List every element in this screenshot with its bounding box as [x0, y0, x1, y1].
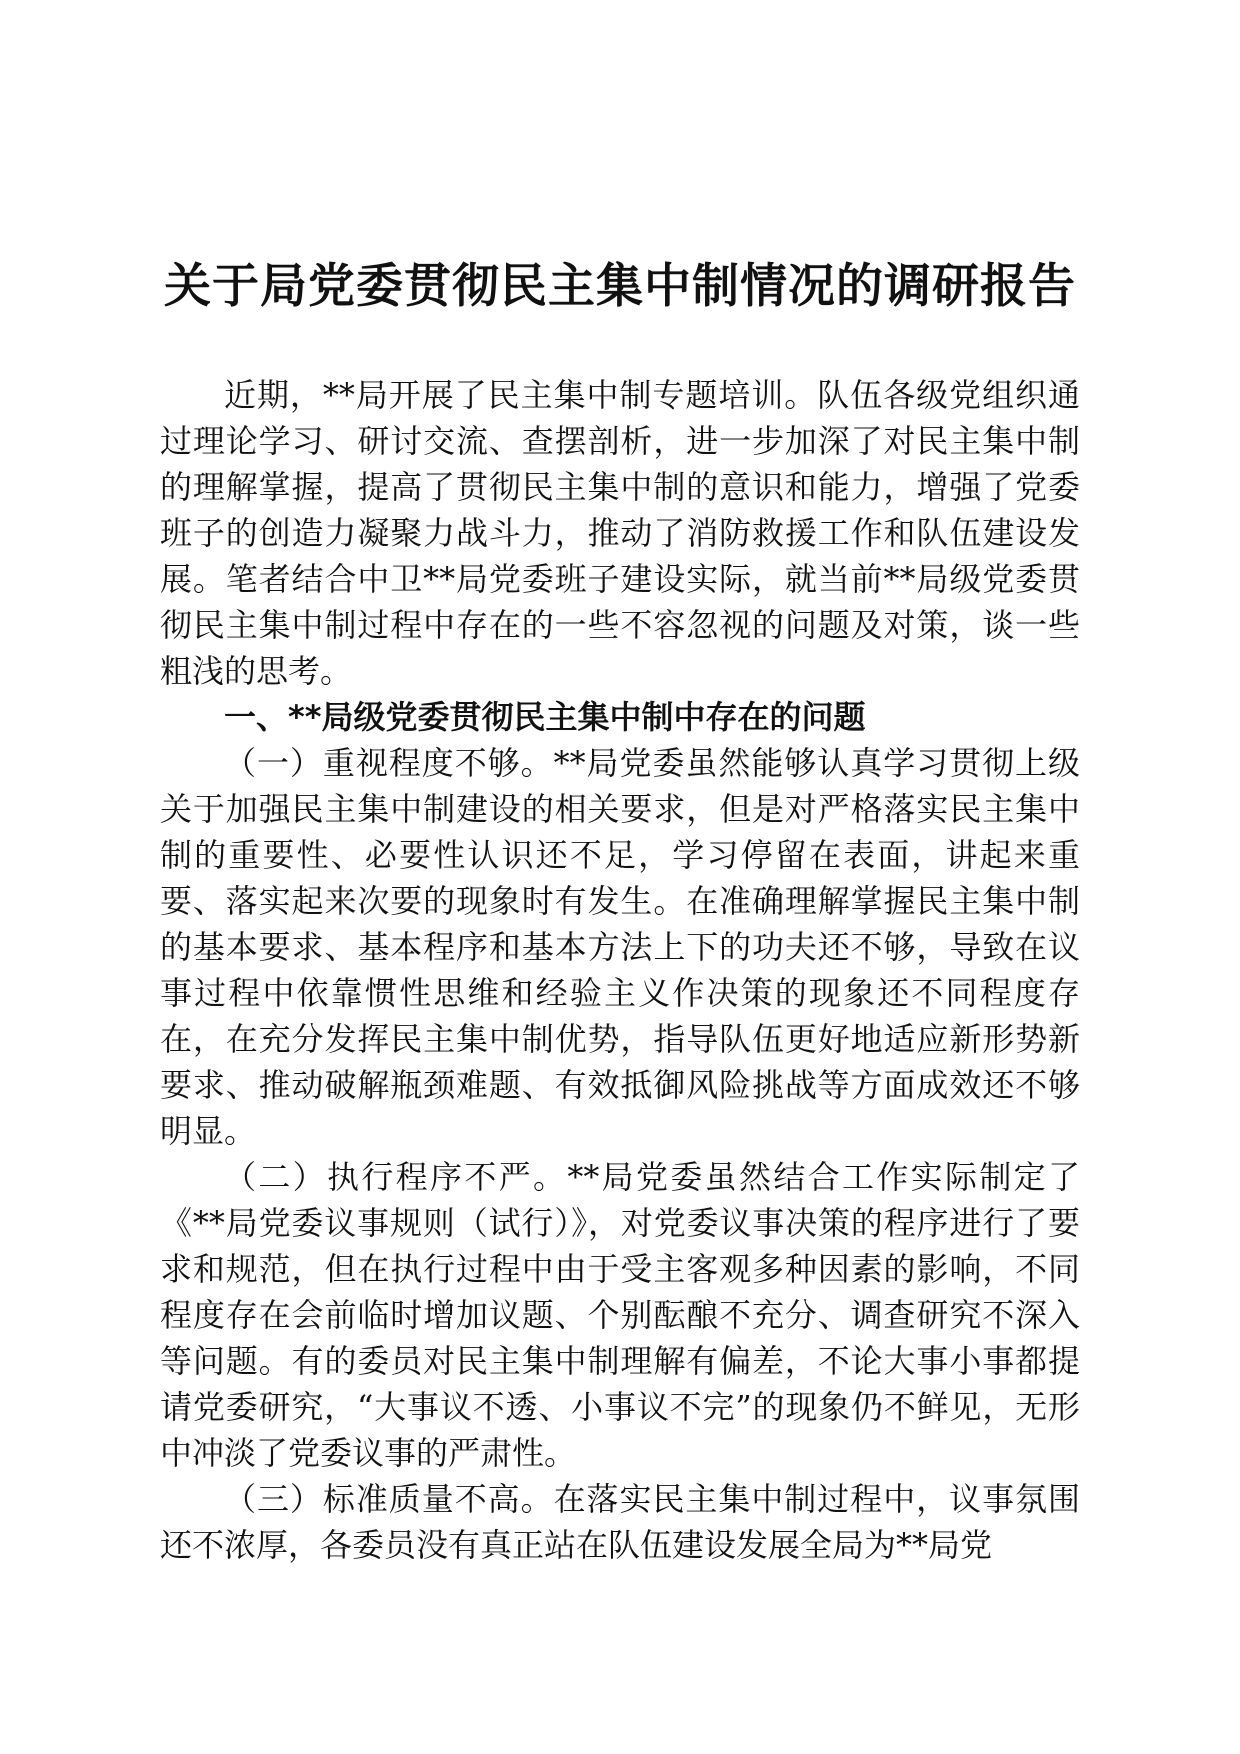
paragraph-quality: （三）标准质量不高。在落实民主集中制过程中，议事氛围还不浓厚，各委员没有真正站在队伍建设发展全局为**局党 [160, 1480, 1080, 1564]
paragraph-importance: （一）重视程度不够。**局党委虽然能够认真学习贯彻上级关于加强民主集中制建设的相关要求，但是对严格落实民主集中制的重要性、必要性认识还不足，学习停留在表面，讲起来重要、落实起来次要的现象时有发生。在准确理解掌握民主集中制的基本要求、基本程序和基本方法上下的功夫还不够，导致在议事过程中依靠惯性思维和经验主义作决策的现象还不同程度存在，在充分发挥民主集中制优势，指导队伍更好地适应新形势新要求、推动破解瓶颈难题、有效抵御风险挑战等方面成效还不够明显。 [160, 744, 1080, 1150]
section-heading: 一、**局级党委贯彻民主集中制中存在的问题 [224, 698, 866, 736]
document-body [160, 372, 1080, 1568]
intro-paragraph: 近期，**局开展了民主集中制专题培训。队伍各级党组织通过理论学习、研讨交流、查摆剖析，进一步加深了对民主集中制的理解掌握，提高了贯彻民主集中制的意识和能力，增强了党委班子的创造力凝聚力战斗力，推动了消防救援工作和队伍建设发展。笔者结合中卫**局党委班子建设实际，就当前**局级党委贯彻民主集中制过程中存在的一些不容忽视的问题及对策，谈一些粗浅的思考。 [160, 376, 1080, 690]
paragraph-procedure: （二）执行程序不严。**局党委虽然结合工作实际制定了《**局党委议事规则（试行）》，对党委议事决策的程序进行了要求和规范，但在执行过程中由于受主客观多种因素的影响，不同程度存在会前临时增加议题、个别酝酿不充分、调查研究不深入等问题。有的委员对民主集中制理解有偏差，不论大事小事都提请党委研究，“大事议不透、小事议不完”的现象仍不鲜见，无形中冲淡了党委议事的严肃性。 [160, 1158, 1080, 1472]
document-title: 关于局党委贯彻民主集中制情况的调研报告 [164, 259, 1076, 314]
